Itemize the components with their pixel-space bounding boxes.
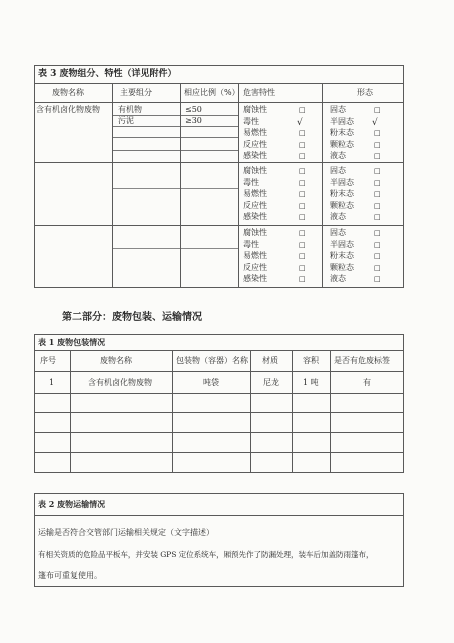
component-ratio: ≥30 [185,116,202,125]
form-checkbox[interactable]: □ [374,213,381,222]
hazard-label: 毒性 [243,239,259,249]
table2-title: 表 2 废物运输情况 [38,499,106,509]
form-checkbox[interactable]: □ [374,178,381,187]
hazard-label: 易燃性 [243,128,267,138]
t2-line2: 有相关资质的危险品平板车，并安装 GPS 定位系统车，厢预先作了防漏处理，装车后加盖防雨篷布， [38,550,374,559]
form-label: 粉末态 [330,128,354,138]
hazard-checkbox[interactable]: □ [299,106,306,114]
form-label: 颗粒态 [330,139,354,149]
hazard-label: 腐蚀性 [243,166,267,175]
hazard-label: 感染性 [243,151,267,161]
row1-waste-name: 含有机卤化物废物 [36,105,100,114]
t1-row-package: 吨袋 [203,378,219,387]
hazard-label: 感染性 [243,274,267,284]
hazard-checkbox[interactable]: □ [299,263,306,272]
form-label: 液态 [330,274,346,284]
form-label: 颗粒态 [330,200,354,210]
hazard-label: 易燃性 [243,251,267,261]
hazard-checkbox[interactable]: □ [299,229,306,237]
t1-row-no: 1 [49,378,55,387]
form-checkbox[interactable]: □ [374,106,381,114]
hazard-checkbox[interactable]: □ [299,252,306,261]
form-checkbox-checked[interactable]: √ [372,117,378,128]
table1-title: 表 1 废物包装情况 [38,337,106,347]
t1-header-material: 材质 [262,356,278,365]
hazard-checkbox[interactable]: □ [299,178,306,187]
hazard-label: 感染性 [243,212,267,222]
form-checkbox[interactable]: □ [374,190,381,199]
form-checkbox[interactable]: □ [374,240,381,249]
hazard-checkbox[interactable]: □ [299,275,306,284]
header-components: 主要组分 [120,88,152,97]
t1-row-volume: 1 吨 [303,378,319,387]
form-label: 液态 [330,212,346,222]
part2-title: 第二部分：废物包装、运输情况 [62,312,202,323]
form-label: 固态 [330,105,346,114]
t1-header-no: 序号 [40,356,56,365]
hazard-label: 毒性 [243,116,259,126]
hazard-label: 易燃性 [243,189,267,199]
t1-header-package: 包装物（容器）名称 [176,356,248,365]
form-checkbox[interactable]: □ [374,152,381,161]
form-label: 颗粒态 [330,262,354,272]
hazard-label: 腐蚀性 [243,228,267,237]
hazard-label: 反应性 [243,139,267,149]
form-checkbox[interactable]: □ [374,167,381,175]
hazard-checkbox-checked[interactable]: √ [297,117,303,128]
form-checkbox[interactable]: □ [374,252,381,261]
t2-line1: 运输是否符合交管部门运输相关规定（文字描述） [38,528,214,537]
hazard-label: 毒性 [243,177,259,187]
t2-line3: 篷布可重复使用。 [38,571,102,580]
hazard-checkbox[interactable]: □ [299,152,306,161]
hazard-label: 反应性 [243,200,267,210]
form-checkbox[interactable]: □ [374,229,381,237]
form-label: 粉末态 [330,189,354,199]
t1-row-material: 尼龙 [263,378,279,387]
table3-title: 表 3 废物组分、特性（详见附件） [38,69,177,79]
hazard-checkbox[interactable]: □ [299,190,306,199]
hazard-checkbox[interactable]: □ [299,213,306,222]
t1-header-label: 是否有危废标签 [334,356,390,365]
form-checkbox[interactable]: □ [374,263,381,272]
form-label: 固态 [330,228,346,237]
form-checkbox[interactable]: □ [374,275,381,284]
form-label: 液态 [330,151,346,161]
form-label: 半固态 [330,116,354,126]
hazard-checkbox[interactable]: □ [299,240,306,249]
header-waste-name: 废物名称 [52,88,84,97]
t1-row-label: 有 [363,378,371,387]
component-ratio: ≤50 [185,105,202,114]
hazard-checkbox[interactable]: □ [299,167,306,175]
form-checkbox[interactable]: □ [374,129,381,138]
hazard-label: 反应性 [243,262,267,272]
component-name: 污泥 [118,116,134,125]
header-form: 形态 [357,88,373,97]
hazard-label: 腐蚀性 [243,105,267,114]
form-label: 固态 [330,166,346,175]
form-checkbox[interactable]: □ [374,140,381,149]
form-label: 半固态 [330,239,354,249]
form-label: 半固态 [330,177,354,187]
header-hazard: 危害特性 [243,88,275,97]
header-ratio: 相应比例（%） [184,88,240,97]
t1-row-name: 含有机卤化物废物 [88,378,152,387]
component-name: 有机物 [118,105,142,114]
t1-header-name: 废物名称 [100,356,132,365]
hazard-checkbox[interactable]: □ [299,201,306,210]
form-label: 粉末态 [330,251,354,261]
t1-header-volume: 容积 [303,356,319,365]
hazard-checkbox[interactable]: □ [299,140,306,149]
form-checkbox[interactable]: □ [374,201,381,210]
hazard-checkbox[interactable]: □ [299,129,306,138]
